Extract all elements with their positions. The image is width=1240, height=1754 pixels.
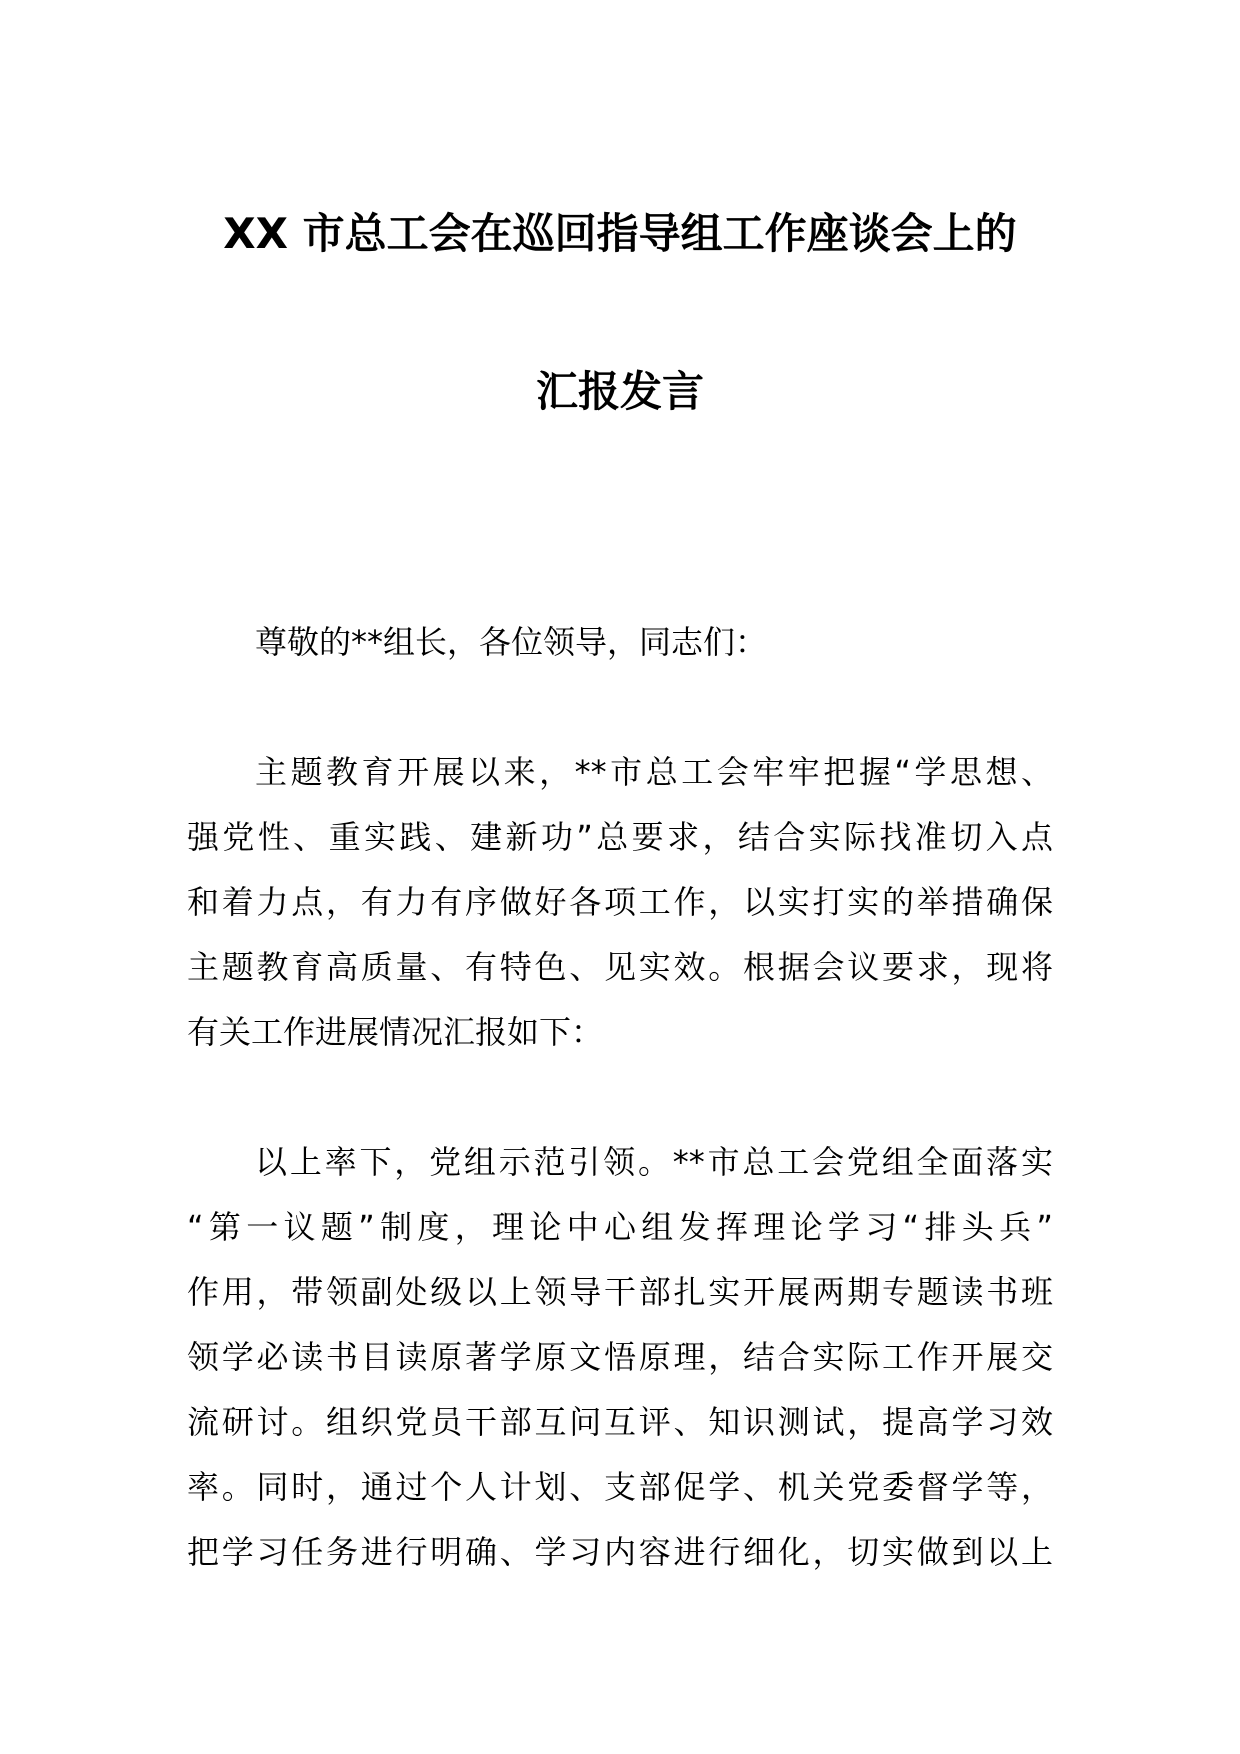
paragraph-line: 率。同时，通过个人计划、支部促学、机关党委督学等， <box>187 1468 1053 1506</box>
paragraph-line: 主题教育高质量、有特色、见实效。根据会议要求，现将 <box>187 948 1053 986</box>
paragraph-line: “第一议题”制度，理论中心组发挥理论学习“排头兵” <box>187 1208 1053 1246</box>
paragraph-line: 强党性、重实践、建新功”总要求，结合实际找准切入点 <box>187 818 1053 856</box>
paragraph-intro <box>187 740 1053 1065</box>
document-title-line-1: XX 市总工会在巡回指导组工作座谈会上的 <box>223 209 1017 258</box>
paragraph-line: 领学必读书目读原著学原文悟原理，结合实际工作开展交 <box>187 1338 1053 1376</box>
paragraph-line: 流研讨。组织党员干部互问互评、知识测试，提高学习效 <box>187 1403 1053 1441</box>
paragraph-line: 把学习任务进行明确、学习内容进行细化，切实做到以上 <box>187 1533 1053 1571</box>
salutation: 尊敬的**组长，各位领导，同志们： <box>255 623 768 661</box>
paragraph-line: 有关工作进展情况汇报如下： <box>187 1013 604 1051</box>
document-title-line-2: 汇报发言 <box>535 367 704 416</box>
paragraph-leadership <box>187 1130 1053 1585</box>
paragraph-line: 和着力点，有力有序做好各项工作，以实打实的举措确保 <box>187 883 1053 921</box>
paragraph-line: 作用，带领副处级以上领导干部扎实开展两期专题读书班 <box>187 1273 1053 1311</box>
paragraph-line: 以上率下，党组示范引领。**市总工会党组全面落实 <box>255 1143 1053 1181</box>
paragraph-line: 主题教育开展以来，**市总工会牢牢把握“学思想、 <box>255 753 1053 791</box>
